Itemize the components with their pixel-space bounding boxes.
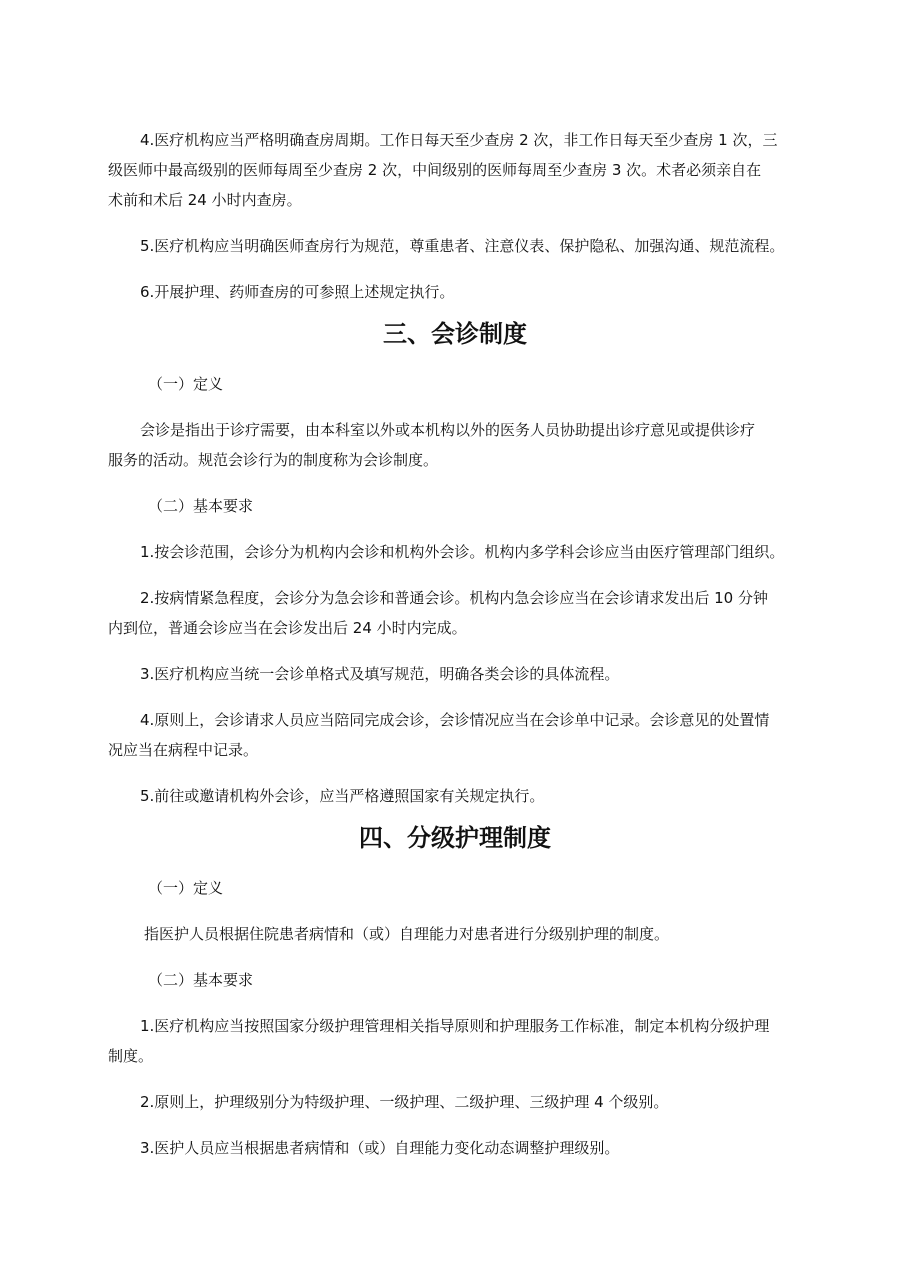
nursing-requirement-2: 2.原则上，护理级别分为特级护理、一级护理、二级护理、三级护理 4 个级别。 xyxy=(140,1093,669,1111)
rounds-item-4-line-3: 术前和术后 24 小时内查房。 xyxy=(108,191,302,209)
rounds-item-4-line-2: 级医师中最高级别的医师每周至少查房 2 次，中间级别的医师每周至少查房 3 次。术者必须亲自在 xyxy=(108,161,762,179)
consultation-requirement-4-line-2: 况应当在病程中记录。 xyxy=(108,741,259,759)
nursing-requirement-1-line-1: 1.医疗机构应当按照国家分级护理管理相关指导原则和护理服务工作标准，制定本机构分级护理 xyxy=(140,1017,770,1035)
nursing-requirement-1-line-2: 制度。 xyxy=(108,1047,154,1065)
consultation-requirement-2-line-2: 内到位，普通会诊应当在会诊发出后 24 小时内完成。 xyxy=(108,619,467,637)
consultation-requirement-5: 5.前往或邀请机构外会诊，应当严格遵照国家有关规定执行。 xyxy=(140,787,545,805)
consultation-requirement-3: 3.医疗机构应当统一会诊单格式及填写规范，明确各类会诊的具体流程。 xyxy=(140,665,620,683)
consultation-definition-heading: （一）定义 xyxy=(148,375,224,393)
consultation-definition-line-1: 会诊是指出于诊疗需要，由本科室以外或本机构以外的医务人员协助提出诊疗意见或提供诊疗 xyxy=(140,421,756,439)
nursing-definition-text: 指医护人员根据住院患者病情和（或）自理能力对患者进行分级别护理的制度。 xyxy=(144,925,670,943)
nursing-requirements-heading: （二）基本要求 xyxy=(148,971,254,989)
rounds-item-5: 5.医疗机构应当明确医师查房行为规范，尊重患者、注意仪表、保护隐私、加强沟通、规范流程。 xyxy=(140,237,785,255)
consultation-requirement-2-line-1: 2.按病情紧急程度，会诊分为急会诊和普通会诊。机构内急会诊应当在会诊请求发出后 10 分钟 xyxy=(140,589,768,607)
section-title-nursing: 四、分级护理制度 xyxy=(359,824,551,852)
consultation-requirements-heading: （二）基本要求 xyxy=(148,497,254,515)
consultation-requirement-4-line-1: 4.原则上，会诊请求人员应当陪同完成会诊，会诊情况应当在会诊单中记录。会诊意见的处置情 xyxy=(140,711,770,729)
section-title-consultation: 三、会诊制度 xyxy=(383,320,527,348)
nursing-definition-heading: （一）定义 xyxy=(148,879,224,897)
consultation-definition-line-2: 服务的活动。规范会诊行为的制度称为会诊制度。 xyxy=(108,451,439,469)
rounds-item-6: 6.开展护理、药师查房的可参照上述规定执行。 xyxy=(140,283,455,301)
rounds-item-4-line-1: 4.医疗机构应当严格明确查房周期。工作日每天至少查房 2 次，非工作日每天至少查房 1 次，三 xyxy=(140,131,778,149)
consultation-requirement-1: 1.按会诊范围，会诊分为机构内会诊和机构外会诊。机构内多学科会诊应当由医疗管理部门组织。 xyxy=(140,543,785,561)
nursing-requirement-3: 3.医护人员应当根据患者病情和（或）自理能力变化动态调整护理级别。 xyxy=(140,1139,620,1157)
